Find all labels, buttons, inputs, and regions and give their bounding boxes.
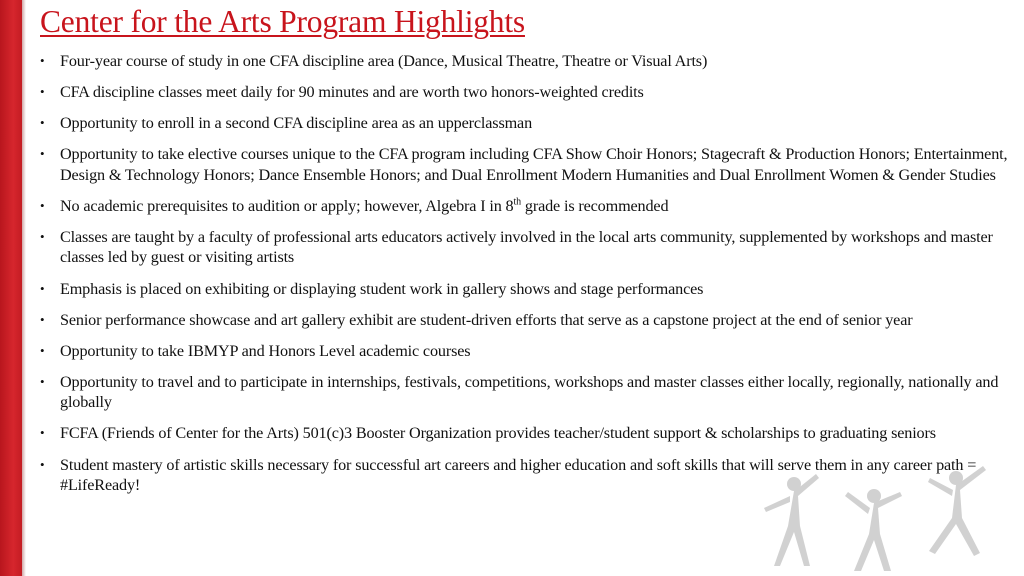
- list-item-text: Emphasis is placed on exhibiting or displaying student work in gallery shows and stage performances: [60, 279, 704, 298]
- bullet-icon: •: [40, 342, 45, 358]
- bullet-icon: •: [40, 311, 45, 327]
- list-item-text: Classes are taught by a faculty of professional arts educators actively involved in the local arts community, supplemented by workshops and master classes led by guest or visiting artists: [60, 227, 993, 267]
- bullet-icon: •: [40, 115, 45, 131]
- list-item: [40, 341, 1015, 362]
- list-item-text: FCFA (Friends of Center for the Arts) 501(c)3 Booster Organization provides teacher/student support & scholarships to graduating seniors: [60, 424, 936, 443]
- highlights-list: [40, 51, 1015, 506]
- bullet-icon: •: [40, 280, 45, 296]
- list-item-text-part: grade is recommended: [520, 196, 669, 215]
- list-item-text: CFA discipline classes meet daily for 90 minutes and are worth two honors-weighted credits: [60, 83, 644, 102]
- list-item-text: Senior performance showcase and art gallery exhibit are student-driven efforts that serve as a capstone project at the end of senior year: [60, 310, 913, 329]
- list-item-text: Opportunity to take elective courses unique to the CFA program including CFA Show Choir Honors; Stagecraft & Production Honors; Entertainment, Design & Technology Honors; Dance Ensemble Honors; and Dual Enrollment Modern Humanities and Dual Enrollment Women & Gender Studies: [60, 145, 1008, 184]
- list-item: [40, 144, 1015, 185]
- list-item: [40, 82, 1015, 103]
- list-item: [40, 372, 1015, 413]
- list-item: [40, 279, 1015, 300]
- left-accent-bar: [0, 0, 22, 576]
- list-item-text: Opportunity to take IBMYP and Honors Level academic courses: [60, 341, 471, 360]
- list-item-text: Four-year course of study in one CFA discipline area (Dance, Musical Theatre, Theatre or Visual Arts): [60, 52, 708, 70]
- bullet-icon: •: [40, 146, 45, 162]
- ordinal-suffix: th: [513, 196, 521, 208]
- list-item-text: Opportunity to travel and to participate in internships, festivals, competitions, workshops and master classes either locally, regionally, nationally and globally: [60, 372, 999, 412]
- list-item: [40, 455, 1015, 496]
- bullet-icon: •: [40, 425, 45, 441]
- list-item: [40, 113, 1015, 134]
- list-item-text: Student mastery of artistic skills necessary for successful art careers and higher education and soft skills that will serve them in any career path = #LifeReady!: [60, 455, 977, 495]
- list-item: [40, 423, 1015, 444]
- bullet-icon: •: [40, 456, 45, 472]
- list-item: [40, 196, 1015, 217]
- list-item-text: Opportunity to enroll in a second CFA discipline area as an upperclassman: [60, 114, 533, 133]
- list-item: [40, 51, 1015, 72]
- list-item-text-part: No academic prerequisites to audition or apply; however, Algebra I in 8: [60, 196, 514, 215]
- list-item: [40, 310, 1015, 331]
- bullet-icon: •: [40, 228, 45, 244]
- bullet-icon: •: [40, 84, 45, 100]
- bullet-icon: •: [40, 373, 45, 389]
- list-item: [40, 227, 1015, 268]
- bullet-icon: •: [40, 53, 45, 68]
- bullet-icon: •: [40, 197, 45, 213]
- slide-title: Center for the Arts Program Highlights: [40, 4, 525, 39]
